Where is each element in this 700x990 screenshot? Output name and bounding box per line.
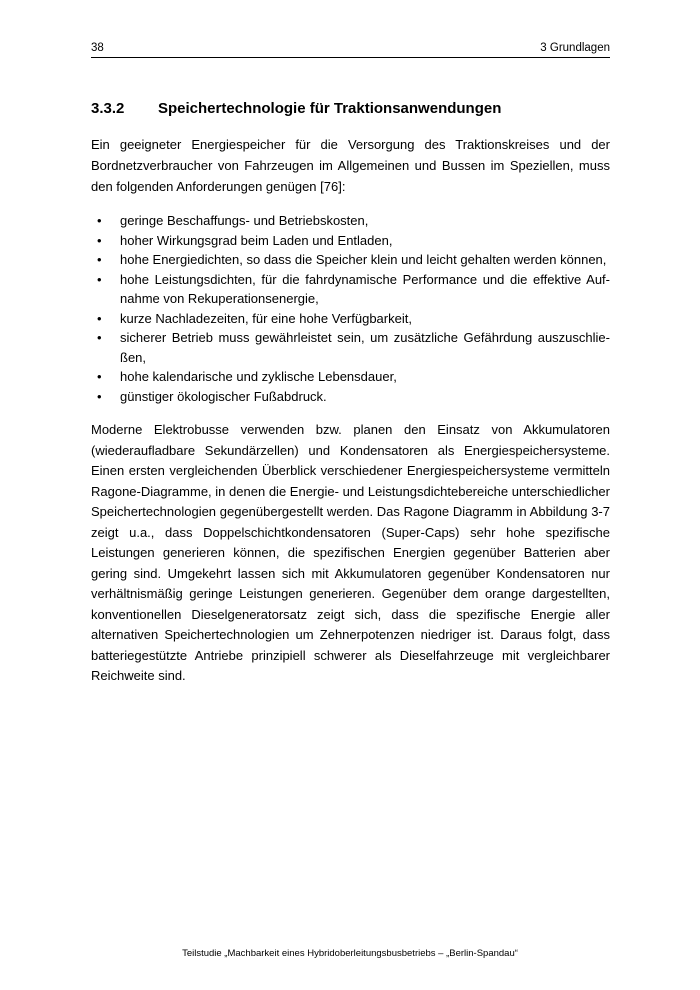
list-item-text: sicherer Betrieb muss gewährleistet sein, um zusätzliche Gefährdung auszuschließen, [120,330,610,365]
bullet-icon: • [97,213,102,228]
bullet-icon: • [97,271,102,287]
list-item [91,270,610,309]
list-item-text: günstiger ökologischer Fußabdruck. [120,388,327,404]
section-number: 3.3.2 [91,100,125,117]
bullet-icon: • [97,330,102,345]
intro-paragraph: Ein geeigneter Energiespeicher für die Versorgung des Traktionskreises und der Bordnetzverbraucher von Fahrzeugen im Allgemeinen und Bussen im Speziellen, muss den folgenden Anforderungen genügen [76]: [91,137,610,194]
list-item-text: hohe Leistungsdichten, für die fahrdynamische Performance und die effektive Aufnahme von Rekuperationsenergie, [120,271,610,306]
page-number: 38 [91,42,104,54]
bullet-icon: • [97,232,102,248]
list-item [91,231,610,251]
list-item [91,309,610,329]
list-item [91,387,610,407]
page-content [91,100,610,687]
list-item-text: kurze Nachladezeiten, für eine hohe Verfügbarkeit, [120,310,412,326]
requirements-list [91,211,610,406]
list-item [91,367,610,387]
page-footer: Teilstudie „Machbarkeit eines Hybridoberleitungsbusbetriebs – „Berlin-Spandau“ [182,948,518,959]
list-item [91,211,610,231]
bullet-icon: • [97,369,102,384]
list-item-text: hohe kalendarische und zyklische Lebensdauer, [120,369,397,384]
list-item-text: geringe Beschaffungs- und Betriebskosten, [120,213,369,228]
bullet-icon: • [97,310,102,326]
chapter-title: 3 Grundlagen [540,42,610,54]
list-item [91,250,610,270]
body-paragraph: Moderne Elektrobusse verwenden bzw. planen den Einsatz von Akkumulatoren (wiederaufladbare Sekundärzellen) und Kondensatoren als Energiespeichersysteme. Einen ersten vergleichenden Überblick verschiedener Energiespeichersysteme vermitteln Ragone-Diagramme, in denen die Energie- und Leistungsdichtebereiche unterschiedlicher Speichertechnologien gegenübergestellt werden. Das Ragone Diagramm in Abbildung 3-7 zeigt u.a., dass Doppelschichtkondensatoren (Super-Caps) sehr hohe spezifische Leistungen generieren können, die spezifischen Energien gegenüber Batterien aber gering sind. Umgekehrt lassen sich mit Akkumulatoren gegenüber Kondensatoren nur verhältnismäßig geringe Leistungen generieren. Gegenüber dem orange dargestellten, konventionellen Dieselgeneratorsatz zeigt sich, dass die spezifische Energie aller alternativen Speichertechnologien um Zehnerpotenzen niedriger ist. Daraus folgt, dass batteriegestützte Antriebe prinzipiell schwerer als Dieselfahrzeuge mit vergleichbarer Reichweite sind. [91,422,610,683]
bullet-icon: • [97,252,102,267]
section-title: Speichertechnologie für Traktionsanwendungen [158,100,502,117]
bullet-icon: • [97,388,102,404]
list-item-text: hoher Wirkungsgrad beim Laden und Entladen, [120,232,393,248]
section-heading [91,100,610,117]
list-item-text: hohe Energiedichten, so dass die Speicher klein und leicht gehalten werden können, [120,252,607,267]
list-item [91,328,610,367]
page-header [91,40,610,58]
